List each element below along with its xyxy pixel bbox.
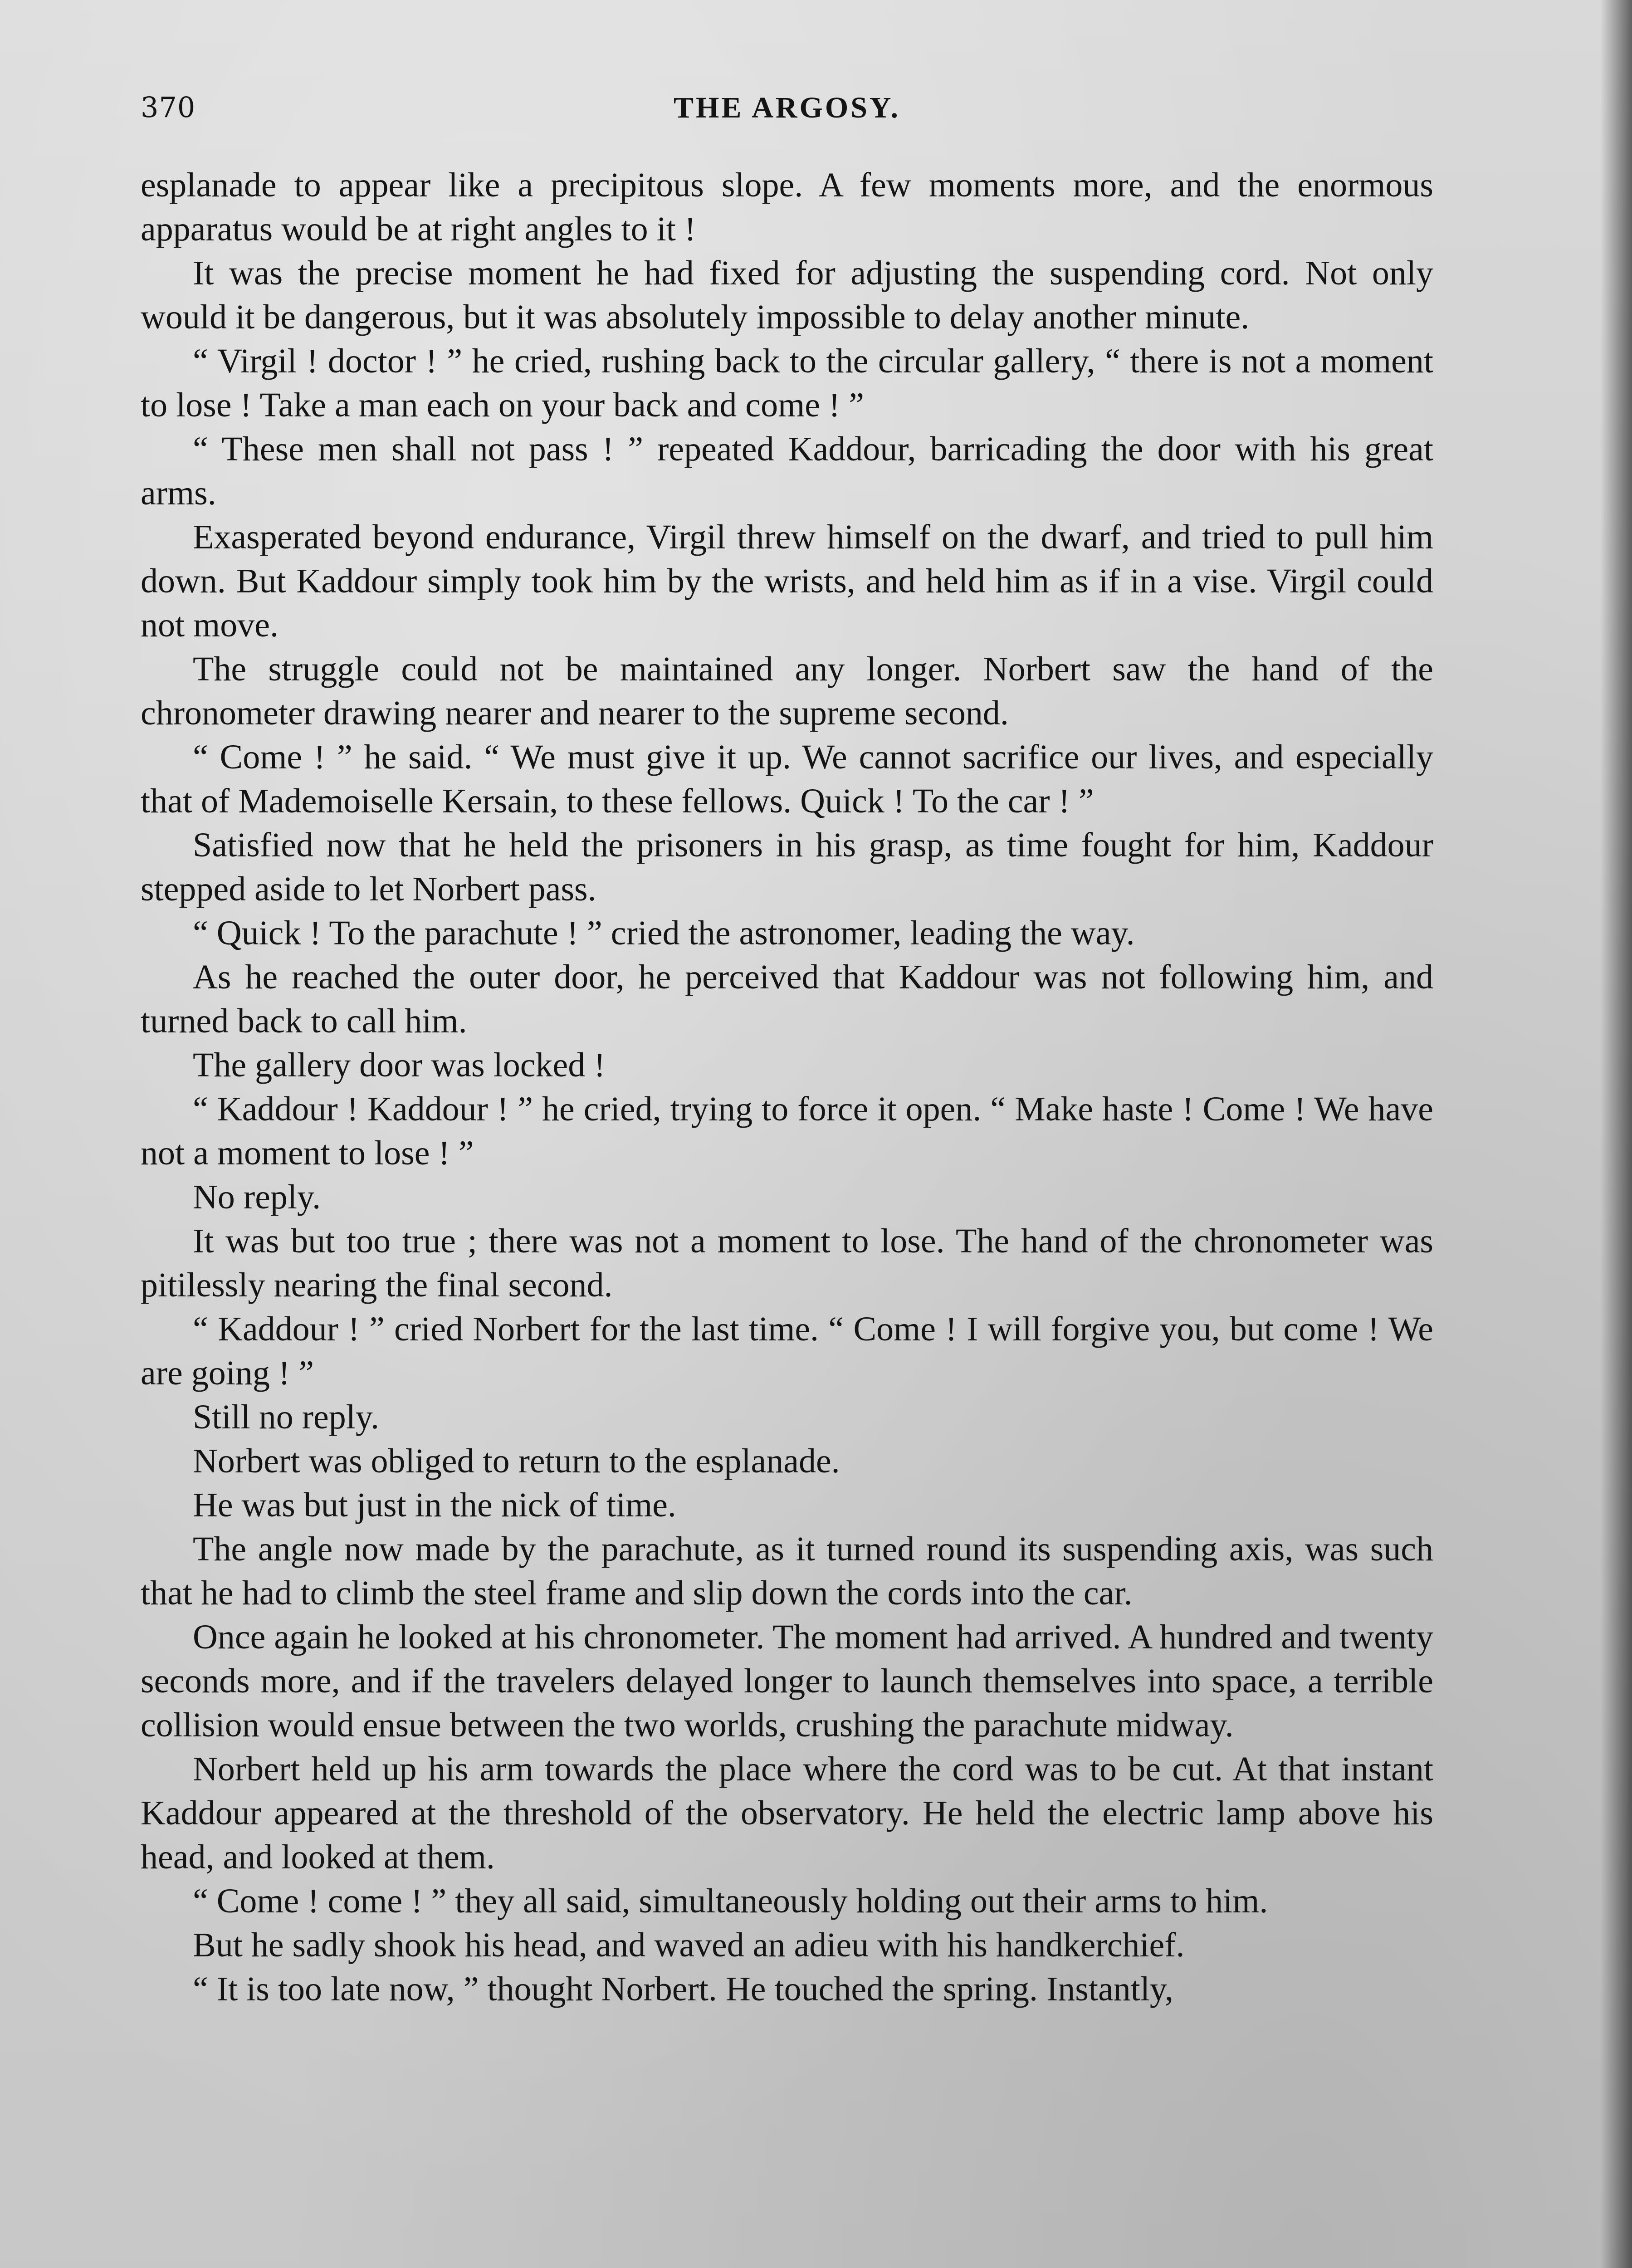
paragraph: Norbert held up his arm towards the place where the cord was to be cut. At that instant Kaddour appeared at the threshold of the observatory. He held the electric lamp above his head, and looked at them. xyxy=(141,1750,1433,1876)
paragraph: Norbert was obliged to return to the esplanade. xyxy=(193,1442,840,1480)
page-number: 370 xyxy=(141,91,196,124)
paragraph: It was the precise moment he had fixed for adjusting the suspending cord. Not only would it be dangerous, but it was absolutely impossible to delay another minute. xyxy=(141,254,1433,336)
paragraph: “ Kaddour ! ” cried Norbert for the last time. “ Come ! I will forgive you, but come ! We are going ! ” xyxy=(141,1310,1433,1392)
paragraph: Exasperated beyond endurance, Virgil threw himself on the dwarf, and tried to pull him down. But Kaddour simply took him by the wrists, and held him as if in a vise. Virgil could not move. xyxy=(141,518,1433,644)
paragraph: “ Virgil ! doctor ! ” he cried, rushing back to the circular gallery, “ there is not a moment to lose ! Take a man each on your back and come ! ” xyxy=(141,342,1433,424)
paragraph: “ Come ! come ! ” they all said, simultaneously holding out their arms to him. xyxy=(193,1882,1268,1920)
page-header xyxy=(141,91,1433,132)
paragraph: Satisfied now that he held the prisoners in his grasp, as time fought for him, Kaddour stepped aside to let Norbert pass. xyxy=(141,826,1433,908)
running-title: THE ARGOSY. xyxy=(673,91,901,124)
paragraph: The struggle could not be maintained any longer. Norbert saw the hand of the chronometer drawing nearer and nearer to the supreme second. xyxy=(141,650,1433,732)
paragraph: “ It is too late now, ” thought Norbert. He touched the spring. Instantly, xyxy=(193,1970,1173,2008)
paragraph: The gallery door was locked ! xyxy=(193,1046,606,1084)
paragraph: Once again he looked at his chronometer. The moment had arrived. A hundred and twenty seconds more, and if the travelers delayed longer to launch themselves into space, a terrible collision would ensue between the two worlds, crushing the parachute midway. xyxy=(141,1618,1433,1744)
paragraph: “ Quick ! To the parachute ! ” cried the astronomer, leading the way. xyxy=(193,914,1135,952)
paragraph: It was but too true ; there was not a moment to lose. The hand of the chronometer was pitilessly nearing the final second. xyxy=(141,1222,1433,1304)
paragraph: “ These men shall not pass ! ” repeated Kaddour, barricading the door with his great arms. xyxy=(141,430,1433,512)
paragraph: Still no reply. xyxy=(193,1398,379,1436)
paragraph: No reply. xyxy=(193,1178,321,1216)
paragraph: He was but just in the nick of time. xyxy=(193,1486,676,1524)
page-edge-shadow xyxy=(1600,0,1632,2268)
paragraph: As he reached the outer door, he perceived that Kaddour was not following him, and turned back to call him. xyxy=(141,958,1433,1040)
paragraph: The angle now made by the parachute, as it turned round its suspending axis, was such that he had to climb the steel frame and slip down the cords into the car. xyxy=(141,1530,1433,1612)
paragraph: “ Come ! ” he said. “ We must give it up. We cannot sacrifice our lives, and especially that of Mademoiselle Kersain, to these fellows. Quick ! To the car ! ” xyxy=(141,738,1433,820)
paragraph: esplanade to appear like a precipitous slope. A few moments more, and the enormous apparatus would be at right angles to it ! xyxy=(141,166,1433,248)
paragraph: “ Kaddour ! Kaddour ! ” he cried, trying to force it open. “ Make haste ! Come ! We have not a moment to lose ! ” xyxy=(141,1090,1433,1172)
paragraph: But he sadly shook his head, and waved an adieu with his handkerchief. xyxy=(193,1926,1185,1964)
body-text xyxy=(141,163,1433,2011)
